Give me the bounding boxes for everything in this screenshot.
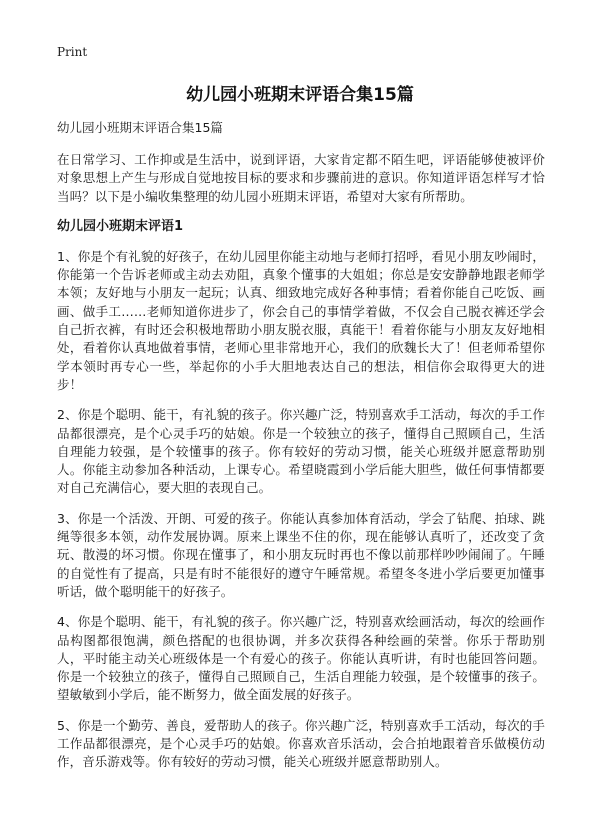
- section-heading: 幼儿园小班期末评语1: [57, 218, 184, 234]
- intro-paragraph: 在日常学习、工作抑或是生活中，说到评语，大家肯定都不陌生吧，评语能够使被评价对象思想上产生与形成自觉地按目标的要求和步骤前进的意识。你知道评语怎样写才恰当吗？以下是小编收集整理的幼儿园小班期末评语，希望对大家有所帮助。: [57, 152, 545, 204]
- comment-paragraph-2: 2、你是个聪明、能干，有礼貌的孩子。你兴趣广泛，特别喜欢手工活动，每次的手工作品都很漂亮，是个心灵手巧的姑娘。你是一个较独立的孩子，懂得自己照顾自己，生活自理能力较强，是个较懂事的孩子。你有较好的劳动习惯，能关心班级并愿意帮助别人。你能主动参加各种活动，上课专心。希望晓霞到小学后能大胆些，做任何事情都要对自己充满信心，要大胆的表现自己。: [57, 407, 545, 496]
- comment-paragraph-1: 1、你是个有礼貌的好孩子，在幼儿园里你能主动地与老师打招呼，看见小朋友吵闹时，你能第一个告诉老师或主动去劝阻，真象个懂事的大姐姐；你总是安安静静地跟老师学本领；友好地与小朋友一起玩；认真、细致地完成好各种事情；看着你能自己吃饭、画画、做手工……老师知道你进步了，你会自己的事情学着做，不仅会自己脱衣裤还学会自己折衣裤，有时还会积极地帮助小朋友脱衣服，真能干！看着你能与小朋友友好地相处，看着你认真地做着事情，老师心里非常地开心，我们的欣魏长大了！但老师希望你学本领时再专心一些，举起你的小手大胆地表达自己的想法，相信你会取得更大的进步！: [57, 248, 545, 392]
- page-title: 幼儿园小班期末评语合集15篇: [186, 85, 414, 105]
- comment-paragraph-4: 4、你是个聪明、能干，有礼貌的孩子。你兴趣广泛，特别喜欢绘画活动，每次的绘画作品构图都很饱满，颜色搭配的也很协调，并多次获得各种绘画的荣誉。你乐于帮助别人，平时能主动关心班级体是一个有爱心的孩子。你能认真听讲，有时也能回答问题。你是一个较独立的孩子，懂得自己照顾自己，生活自理能力较强，是个较懂事的孩子。望敏敏到小学后，能不断努力，做全面发展的好孩子。: [57, 614, 545, 703]
- article-subtitle: 幼儿园小班期末评语合集15篇: [57, 120, 223, 135]
- comment-paragraph-5: 5、你是一个勤劳、善良，爱帮助人的孩子。你兴趣广泛，特别喜欢手工活动，每次的手工作品都很漂亮，是个心灵手巧的姑娘。你喜欢音乐活动，会合拍地跟着音乐做模仿动作，音乐游戏等。你有较好的劳动习惯，能关心班级并愿意帮助别人。: [57, 717, 545, 770]
- comment-paragraph-3: 3、你是一个活泼、开朗、可爱的孩子。你能认真参加体育活动，学会了钻爬、拍球、跳绳等很多本领，动作发展协调。原来上课坐不住的你，现在能够认真听了，还改变了贪玩、散漫的坏习惯。你现在懂事了，和小朋友玩时再也不像以前那样吵吵闹闹了。午睡的自觉性有了提高，只是有时不能很好的遵守午睡常规。希望冬冬进小学后要更加懂事听话，做个聪明能干的好孩子。: [57, 510, 545, 599]
- print-link[interactable]: Print: [57, 45, 88, 59]
- article-body: [57, 119, 545, 784]
